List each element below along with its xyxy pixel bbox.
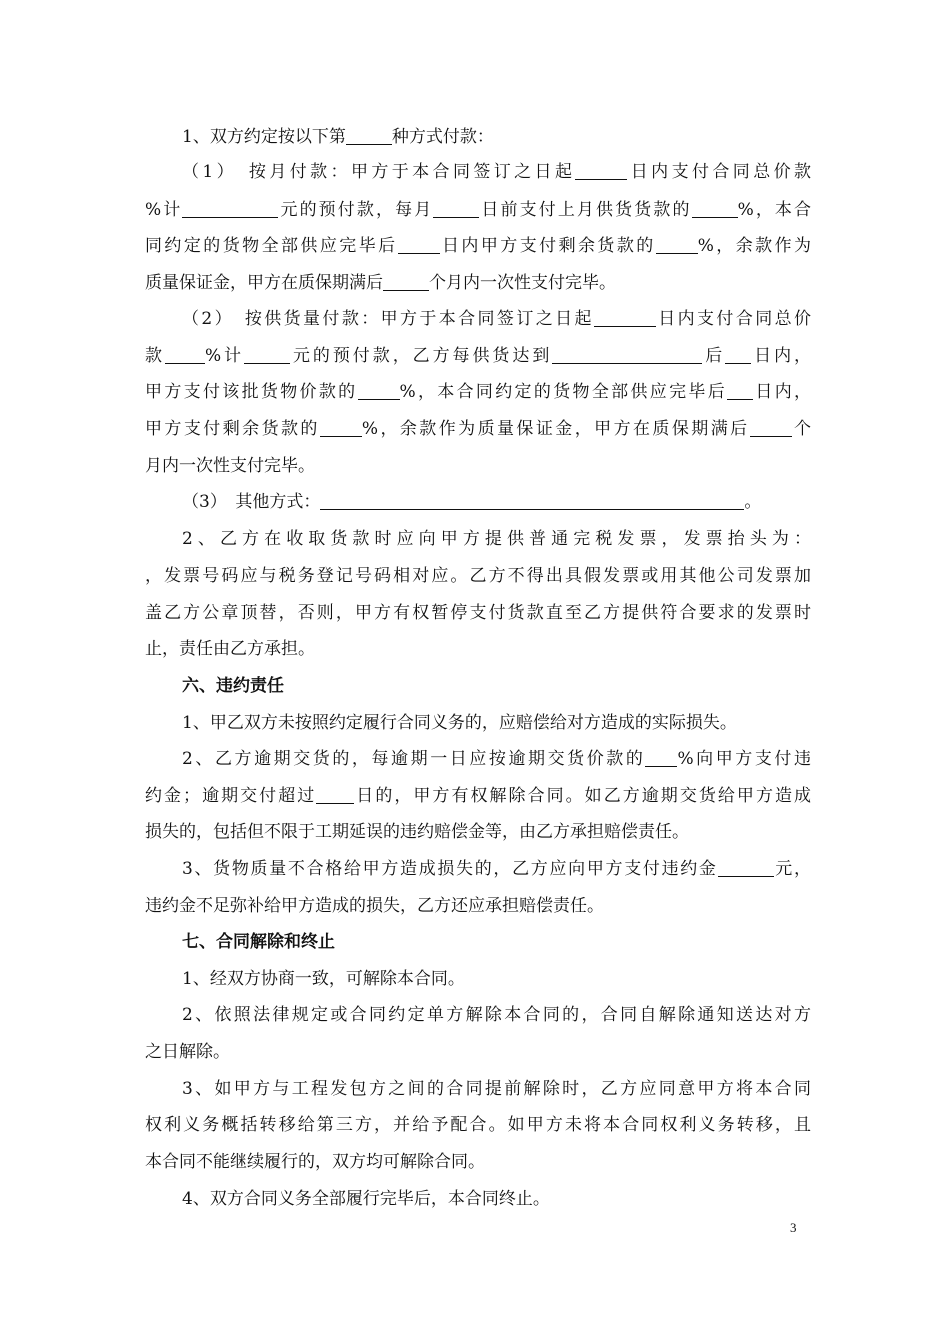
- payment-option-volume-line-1: （2） 按供货量付款：甲方于本合同签订之日起 日内支付合同总价: [182, 309, 811, 329]
- payment-option-volume-line-2: 款 %计 元的预付款，乙方每供货达到 后 日内，: [145, 346, 812, 366]
- blank-field: [725, 344, 751, 364]
- termination-clause-2-line-2: 之日解除。: [145, 1042, 230, 1062]
- page-number: 3: [790, 1220, 797, 1235]
- liability-clause-3-line-2: 违约金不足弥补给甲方造成的损失，乙方还应承担赔偿责任。: [145, 896, 604, 916]
- termination-clause-2-line-1: 2、依照法律规定或合同约定单方解除本合同的，合同自解除通知送达对方: [182, 1005, 811, 1025]
- blank-field: [398, 234, 440, 254]
- payment-option-volume-line-5: 月内一次性支付完毕。: [145, 456, 315, 476]
- blank-field: [358, 380, 400, 400]
- payment-option-volume-line-3: 甲方支付该批货物价款的 %，本合同约定的货物全部供应完毕后 日内，: [145, 382, 812, 402]
- blank-field: [575, 160, 627, 180]
- termination-clause-1: 1、经双方协商一致，可解除本合同。: [182, 969, 465, 989]
- termination-clause-3-line-2: 权利义务概括转移给第三方，并给予配合。如甲方未将本合同权利义务转移，且: [145, 1115, 811, 1135]
- blank-field: [244, 344, 290, 364]
- liability-clause-2-line-2: 约金；逾期交付超过 日的，甲方有权解除合同。如乙方逾期交货给甲方造成: [145, 786, 812, 806]
- liability-clause-3-line-1: 3、货物质量不合格给甲方造成损失的，乙方应向甲方支付违约金 元，: [182, 859, 811, 879]
- invoice-clause-line-3: 盖乙方公章顶替，否则，甲方有权暂停支付货款直至乙方提供符合要求的发票时: [145, 603, 811, 623]
- blank-field: [656, 234, 698, 254]
- payment-option-volume-line-4: 甲方支付剩余货款的 %，余款作为质量保证金，甲方在质保期满后 个: [145, 419, 812, 439]
- payment-option-monthly-line-2: %计 元的预付款，每月 日前支付上月供货货款的 %，本合: [145, 200, 812, 220]
- blank-field: [750, 417, 792, 437]
- liability-clause-2-line-3: 损失的，包括但不限于工期延误的违约赔偿金等，由乙方承担赔偿责任。: [145, 822, 689, 842]
- blank-field: [692, 198, 738, 218]
- blank-field: [320, 490, 744, 510]
- blank-field: [718, 857, 774, 877]
- blank-field: [645, 747, 677, 767]
- payment-option-monthly-line-3: 同约定的货物全部供应完毕后 日内甲方支付剩余货款的 %，余款作为: [145, 236, 812, 256]
- blank-field: [320, 417, 362, 437]
- blank-field: [383, 271, 429, 291]
- blank-field: [346, 125, 392, 145]
- blank-field: [316, 784, 354, 804]
- payment-option-monthly-line-4: 质量保证金，甲方在质保期满后 个月内一次性支付完毕。: [145, 273, 616, 293]
- payment-clause-intro: 1、双方约定按以下第 种方式付款：: [182, 127, 494, 147]
- blank-field: [552, 344, 702, 364]
- blank-field: [182, 198, 278, 218]
- blank-field: [727, 380, 753, 400]
- termination-clause-3-line-1: 3、如甲方与工程发包方之间的合同提前解除时，乙方应同意甲方将本合同: [182, 1079, 811, 1099]
- section-heading-liability: 六、违约责任: [182, 676, 284, 696]
- blank-field: [594, 307, 656, 327]
- invoice-clause-line-1: 2、乙方在收取货款时应向甲方提供普通完税发票，发票抬头为：: [182, 529, 811, 549]
- invoice-clause-line-2: ，发票号码应与税务登记号码相对应。乙方不得出具假发票或用其他公司发票加: [145, 566, 811, 586]
- section-heading-termination: 七、合同解除和终止: [182, 932, 335, 952]
- invoice-clause-line-4: 止，责任由乙方承担。: [145, 639, 315, 659]
- payment-option-monthly-line-1: （1） 按月付款：甲方于本合同签订之日起 日内支付合同总价款: [182, 162, 811, 182]
- termination-clause-4: 4、双方合同义务全部履行完毕后，本合同终止。: [182, 1189, 550, 1209]
- liability-clause-1: 1、甲乙双方未按照约定履行合同义务的，应赔偿给对方造成的实际损失。: [182, 713, 737, 733]
- blank-field: [433, 198, 479, 218]
- liability-clause-2-line-1: 2、乙方逾期交货的，每逾期一日应按逾期交货价款的 %向甲方支付违: [182, 749, 811, 769]
- payment-option-other: （3） 其他方式： 。: [182, 492, 762, 512]
- blank-field: [165, 344, 205, 364]
- termination-clause-3-line-3: 本合同不能继续履行的，双方均可解除合同。: [145, 1152, 485, 1172]
